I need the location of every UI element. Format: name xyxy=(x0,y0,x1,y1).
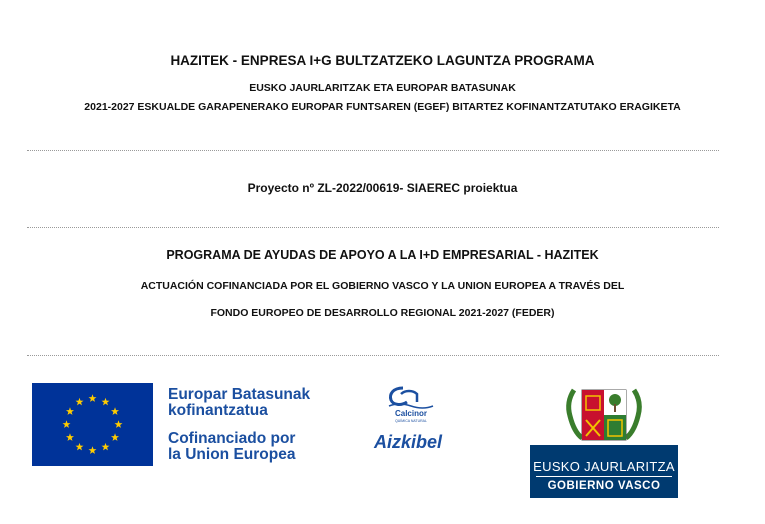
eu-star-icon xyxy=(63,420,71,428)
program-title-es: PROGRAMA DE AYUDAS DE APOYO A LA I+D EMPRESARIAL - HAZITEK xyxy=(166,248,599,262)
eu-star-icon xyxy=(115,420,123,428)
cofinancing-line-2: FONDO EUROPEO DE DESARROLLO REGIONAL 2021-2027 (FEDER) xyxy=(210,307,555,319)
program-title-eu: HAZITEK - ENPRESA I+G BULTZATZEKO LAGUNTZA PROGRAMA xyxy=(170,53,595,68)
divider xyxy=(27,227,719,228)
company-name: Aizkibel xyxy=(373,432,443,452)
eu-cofinance-es-line-1: Cofinanciado por xyxy=(168,430,296,447)
divider xyxy=(27,355,719,356)
calcinor-tagline: QUÍMICA NATURAL xyxy=(395,419,427,423)
cofinancing-line-1: ACTUACIÓN COFINANCIADA POR EL GOBIERNO VASCO Y LA UNION EUROPEA A TRAVÉS DEL xyxy=(140,280,625,292)
operation-line: 2021-2027 ESKUALDE GARAPENERAKO EUROPAR FUNTSAREN (EGEF) BITARTEZ KOFINANTZATUTAKO ERAGIKETA xyxy=(84,101,681,113)
eu-star-icon xyxy=(89,394,97,402)
eu-star-icon xyxy=(111,407,119,415)
eu-star-icon xyxy=(111,433,119,441)
eu-star-icon xyxy=(76,443,84,451)
eu-cofinance-eu-line-1: Europar Batasunak xyxy=(168,386,311,403)
calcinor-logo-icon xyxy=(383,384,439,424)
eu-flag-icon xyxy=(32,383,153,466)
eu-stars-icon xyxy=(32,383,153,466)
eu-cofinance-es-line-2: la Union Europea xyxy=(168,446,296,463)
eu-star-icon xyxy=(66,433,74,441)
eu-star-icon xyxy=(66,407,74,415)
divider xyxy=(27,150,719,151)
project-reference: Proyecto nº ZL-2022/00619- SIAEREC proiektua xyxy=(247,181,518,195)
eu-star-icon xyxy=(102,443,110,451)
eu-cofinance-eu-line-2: kofinantzatua xyxy=(168,402,268,419)
basque-coat-of-arms-icon xyxy=(560,384,648,446)
eu-star-icon xyxy=(76,398,84,406)
funder-line: EUSKO JAURLARITZAK ETA EUROPAR BATASUNAK xyxy=(249,82,516,94)
basque-gov-name-eu: EUSKO JAURLARITZA xyxy=(533,459,675,474)
eu-star-icon xyxy=(102,398,110,406)
basque-gov-name-es: GOBIERNO VASCO xyxy=(547,480,661,492)
basque-government-label xyxy=(530,445,678,498)
basque-gov-separator xyxy=(536,476,672,477)
calcinor-brand: Calcinor xyxy=(394,409,428,418)
eu-star-icon xyxy=(89,446,97,454)
